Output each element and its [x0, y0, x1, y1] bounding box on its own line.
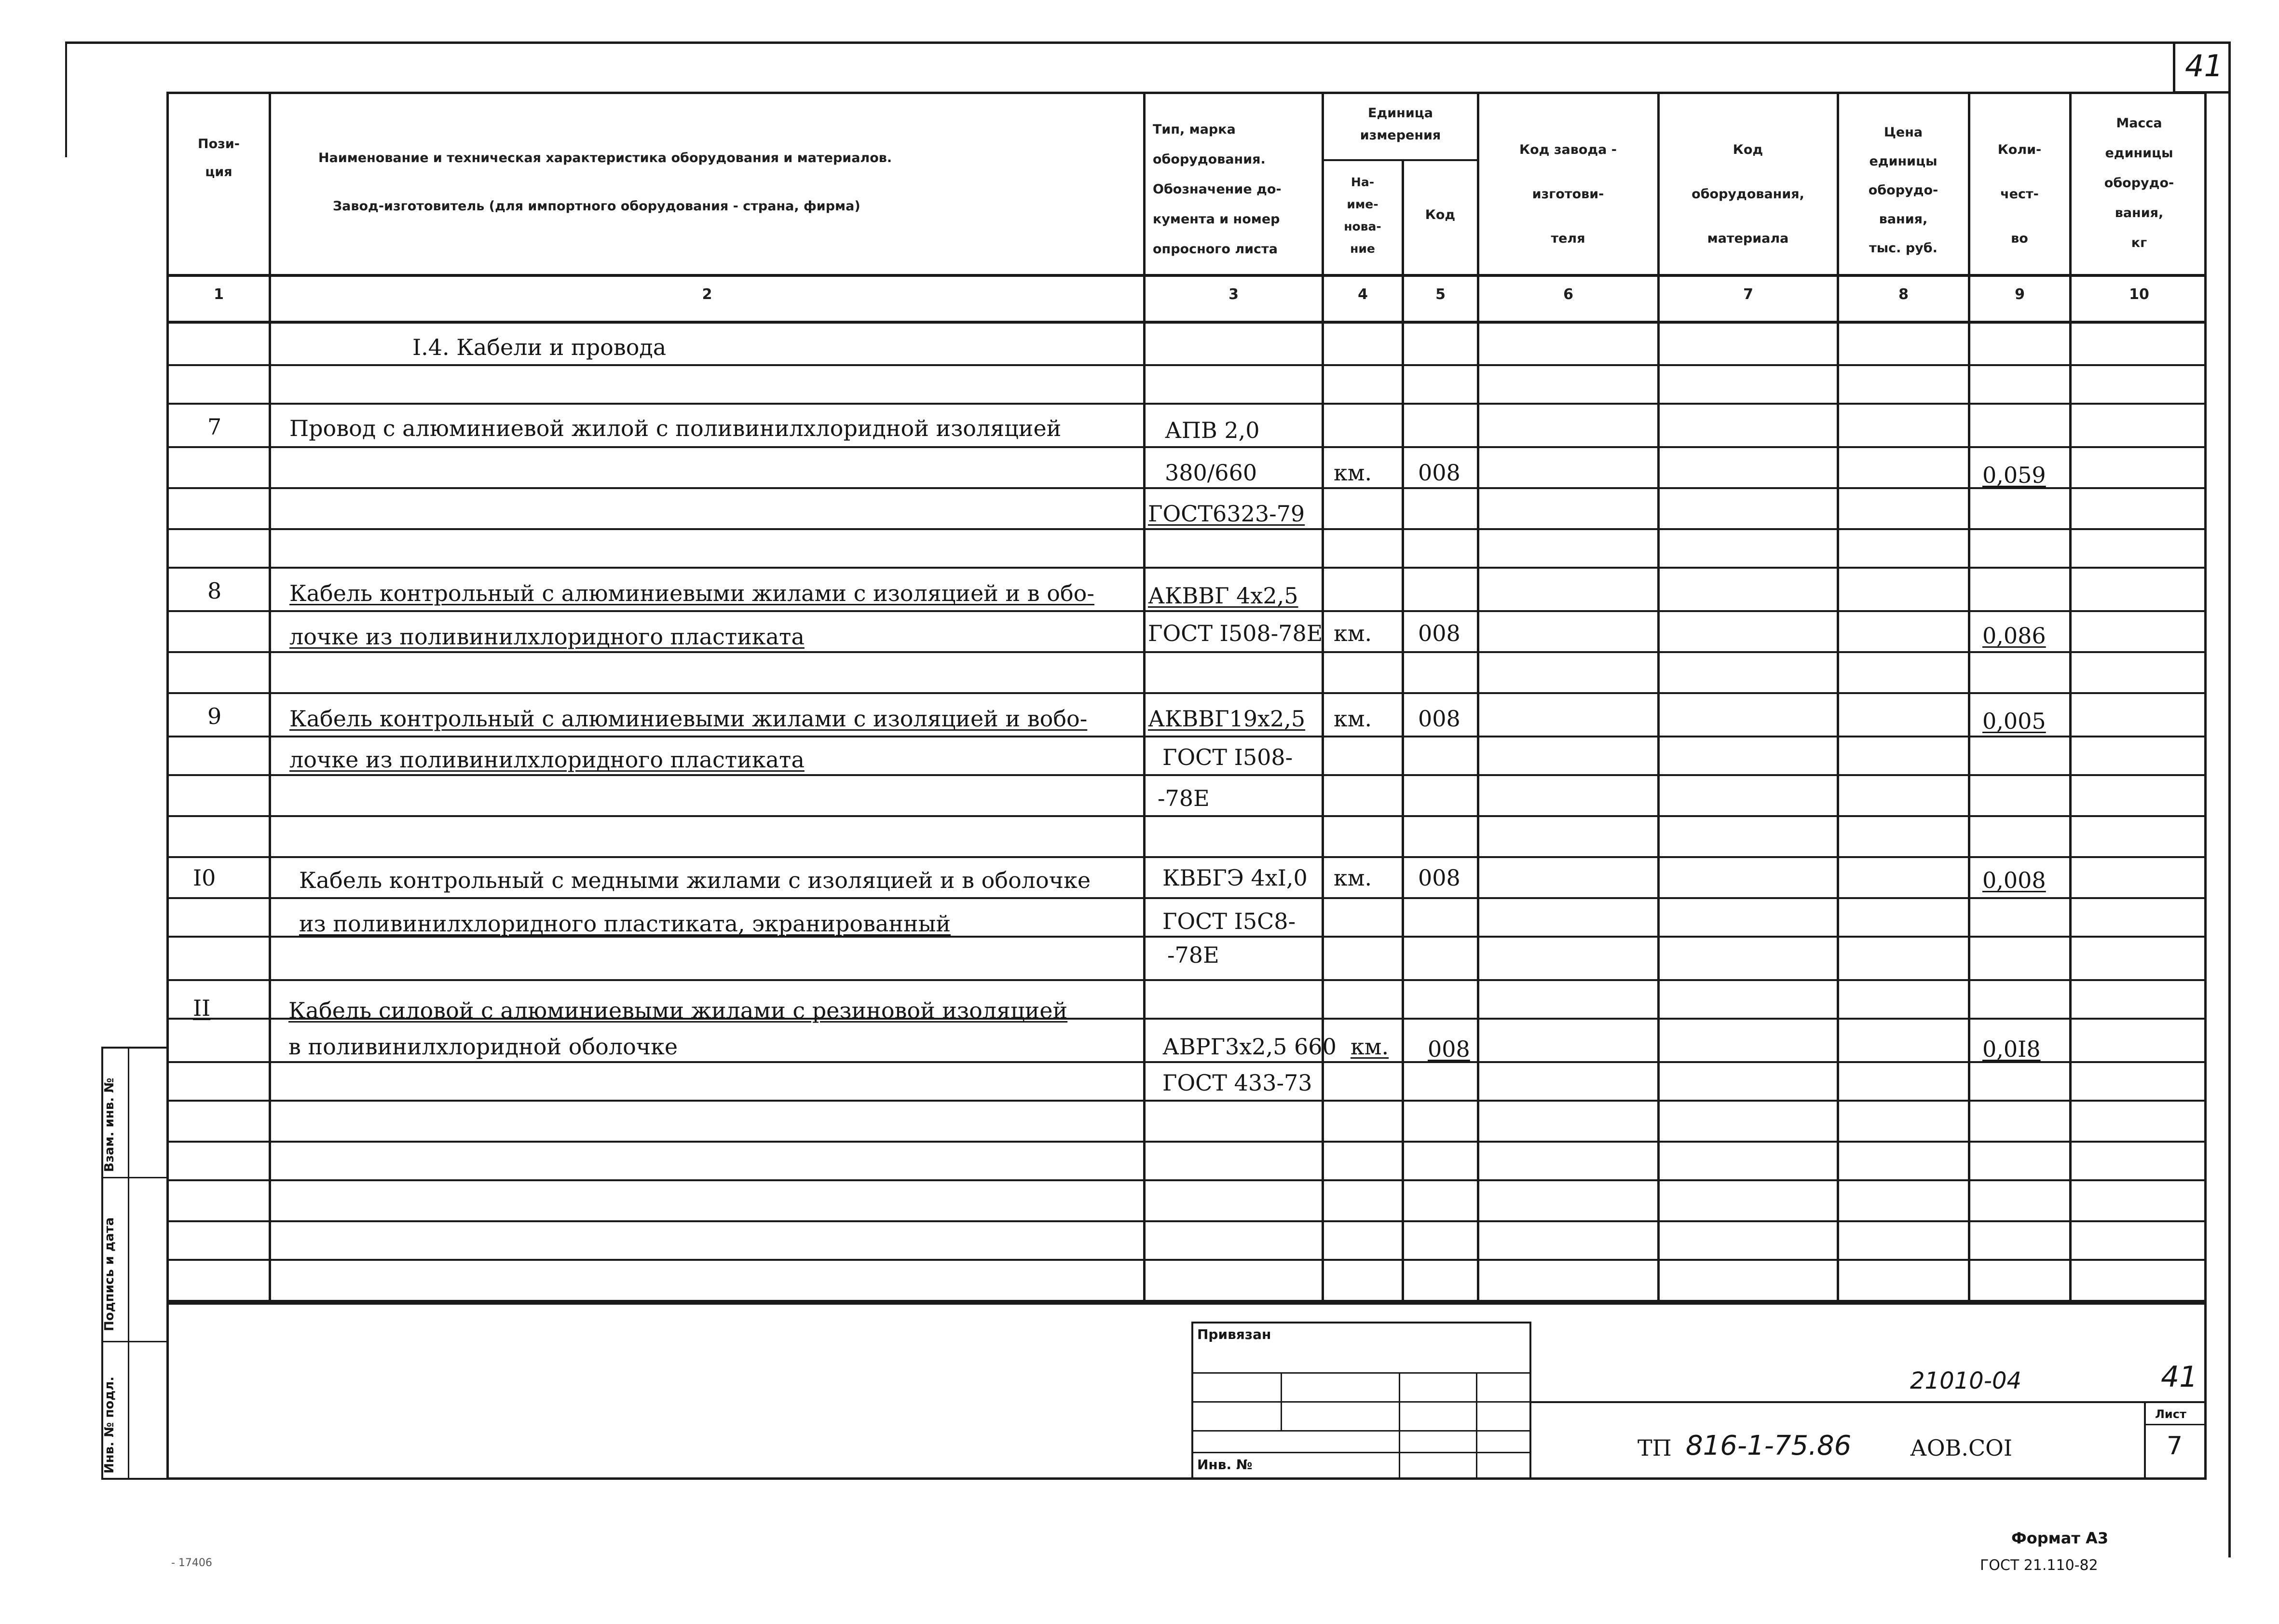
row-line [166, 567, 2207, 569]
row-line [166, 774, 2207, 776]
col-line-1 [269, 92, 271, 1302]
colnum-bottom-line [166, 321, 2207, 324]
stamp-sheet-value: 7 [2167, 1432, 2183, 1460]
row-line [166, 1259, 2207, 1261]
header-col2: Наименование и техническая характеристика оборудования и материалов. Завод-изготовитель (для импортного оборудования - страна, фирма) [318, 150, 892, 214]
row9-code: 008 [1418, 706, 1460, 732]
header-bottom-line [166, 274, 2207, 277]
row-line [166, 446, 2207, 448]
colnum-4: 4 [1358, 286, 1368, 303]
stamp-privyazan-box [1191, 1322, 1531, 1480]
col-line-4 [1402, 159, 1404, 1302]
row10-type1: КВБГЭ 4хI,0 [1162, 865, 1308, 891]
row-line [166, 856, 2207, 858]
footer-gost: ГОСТ 21.110-82 [1980, 1557, 2098, 1574]
stamp-vline-1 [1281, 1372, 1282, 1430]
row10-type2: ГОСТ I5С8- [1162, 908, 1296, 934]
row-line [166, 1220, 2207, 1222]
row9-name2: лочке из поливинилхлоридного пластиката [289, 747, 805, 773]
row11-type1: АВРГ3х2,5 660 [1162, 1034, 1337, 1060]
row8-code: 008 [1418, 620, 1460, 646]
margin-inner-line [128, 1047, 129, 1480]
row10-code: 008 [1418, 865, 1460, 891]
row-line [166, 897, 2207, 899]
margin-inv-podl-label: Инв. № подл. [102, 1376, 117, 1474]
margin-split-2 [101, 1341, 169, 1342]
frame-left-tick [65, 41, 67, 157]
row9-type3: -78Е [1158, 785, 1210, 811]
col-line-8 [1968, 92, 1970, 1302]
row9-qty: 0,005 [1982, 708, 2046, 734]
margin-split-1 [101, 1177, 169, 1178]
row10-type3: -78Е [1167, 942, 1219, 968]
row-line [166, 815, 2207, 817]
row11-unit: км. [1351, 1034, 1389, 1060]
row9-name1: Кабель контрольный с алюминиевыми жилами с изоляцией и вобо- [289, 706, 1088, 732]
table-end-line [166, 1300, 2207, 1303]
row7-type1: АПВ 2,0 [1165, 417, 1260, 443]
margin-vzam-label: Взам. инв. № [102, 1078, 117, 1172]
col-line-5 [1477, 92, 1479, 1302]
row-line [166, 487, 2207, 489]
stamp-doc-number: 21010-04 [1910, 1367, 2022, 1394]
colnum-10: 10 [2129, 286, 2149, 303]
stamp-page-number: 41 [2161, 1360, 2198, 1394]
header-unit-split [1322, 159, 1479, 161]
row9-pos: 9 [207, 703, 222, 729]
row-line [166, 528, 2207, 530]
row11-name2: в поливинилхлоридной оболочке [288, 1034, 678, 1060]
header-col7: Код оборудования, материала [1692, 142, 1804, 246]
row11-name1: Кабель силовой с алюминиевыми жилами с резиновой изоляцией [288, 997, 1068, 1024]
row7-qty: 0,059 [1982, 462, 2046, 488]
row7-code: 008 [1418, 460, 1460, 486]
stamp-sheet-label: Лист [2155, 1407, 2186, 1421]
col-line-3 [1322, 92, 1324, 1302]
col-line-9 [2069, 92, 2072, 1302]
row9-type1: АКВВГ19х2,5 [1148, 706, 1306, 732]
colnum-7: 7 [1743, 286, 1753, 303]
row8-name1: Кабель контрольный с алюминиевыми жилами с изоляцией и в обо- [289, 580, 1094, 606]
row11-type2: ГОСТ 433-73 [1162, 1070, 1312, 1096]
stamp-sheet-label-line [2144, 1424, 2207, 1425]
row-line [166, 736, 2207, 737]
section-title: I.4. Кабели и провода [412, 334, 667, 360]
header-col6: Код завода - изготови- теля [1519, 142, 1617, 246]
row10-qty: 0,008 [1982, 867, 2046, 893]
row10-name1: Кабель контрольный с медными жилами с изоляцией и в оболочке [299, 867, 1091, 893]
colnum-8: 8 [1898, 286, 1909, 303]
row11-qty: 0,0I8 [1982, 1036, 2041, 1062]
row8-unit: км. [1334, 620, 1372, 646]
colnum-9: 9 [2015, 286, 2025, 303]
header-col1: Пози- ция [198, 136, 240, 179]
row-line [166, 403, 2207, 405]
row7-type2: 380/660 [1165, 460, 1257, 486]
frame-right-edge [2228, 41, 2231, 1557]
spec-table [166, 92, 2207, 1302]
colnum-2: 2 [702, 286, 712, 303]
row-line [166, 979, 2207, 981]
col-line-2 [1143, 92, 1146, 1302]
header-col4: На- име- нова- ние [1344, 175, 1381, 256]
row7-name: Провод с алюминиевой жилой с поливинилхлоридной изоляцией [289, 415, 1062, 441]
row-line [166, 1141, 2207, 1143]
header-col8: Цена единицы оборудо- вания, тыс. руб. [1868, 125, 1938, 256]
stamp-privyazan: Привязан [1197, 1326, 1271, 1342]
stamp-vline-2 [1399, 1372, 1400, 1480]
row8-name2: лочке из поливинилхлоридного пластиката [289, 624, 805, 650]
stamp-doc-code: АОВ.СОI [1910, 1435, 2013, 1461]
stamp-inv-no: Инв. № [1197, 1457, 1253, 1473]
stamp-main-top [1531, 1401, 2207, 1403]
colnum-5: 5 [1435, 286, 1446, 303]
row11-code: 008 [1428, 1036, 1470, 1062]
row10-pos: I0 [193, 865, 216, 891]
row8-pos: 8 [207, 578, 222, 604]
stamp-line-4 [1191, 1452, 1531, 1453]
row9-unit: км. [1334, 706, 1372, 732]
row7-pos: 7 [207, 414, 222, 440]
colnum-3: 3 [1228, 286, 1239, 303]
col-line-7 [1837, 92, 1839, 1302]
row-line [166, 692, 2207, 694]
row8-qty: 0,086 [1982, 623, 2046, 649]
bottom-block [166, 1302, 2207, 1480]
header-col5: Код [1425, 207, 1456, 222]
top-sheet-number: 41 [2185, 48, 2223, 83]
header-col3: Тип, марка оборудования. Обозначение до- кумента и номер опросного листа [1153, 122, 1282, 257]
row8-type2: ГОСТ I508-78Е [1148, 620, 1323, 646]
row8-type1: АКВВГ 4х2,5 [1148, 583, 1298, 609]
margin-podpis-label: Подпись и дата [102, 1217, 117, 1331]
header-col10: Масса единицы оборудо- вания, кг [2104, 116, 2174, 250]
row11-pos: II [193, 995, 211, 1021]
row10-name2: из поливинилхлоридного пластиката, экранированный [299, 911, 951, 937]
stamp-sheet-divider [2144, 1401, 2146, 1480]
stamp-tp-prefix: ТП [1638, 1435, 1672, 1461]
row9-type2: ГОСТ I508- [1162, 744, 1293, 770]
header-unit-group: Единица измерения [1360, 106, 1441, 143]
row-line [166, 364, 2207, 366]
header-col9: Коли- чест- во [1997, 142, 2042, 246]
stamp-line-3 [1191, 1430, 1531, 1432]
row7-unit: км. [1334, 460, 1372, 486]
stamp-tp-code: 816-1-75.86 [1686, 1430, 1852, 1461]
row-line [166, 1061, 2207, 1063]
stamp-vline-3 [1476, 1372, 1477, 1480]
row10-unit: км. [1334, 865, 1372, 891]
colnum-6: 6 [1563, 286, 1573, 303]
footer-format: Формат А3 [2011, 1529, 2109, 1547]
stamp-line-2 [1191, 1401, 1531, 1403]
row-line [166, 1100, 2207, 1102]
row-line [166, 651, 2207, 653]
row7-type3: ГОСТ6323-79 [1148, 501, 1305, 527]
stamp-line-1 [1191, 1372, 1531, 1374]
colnum-1: 1 [214, 286, 224, 303]
col-line-6 [1657, 92, 1660, 1302]
footer-corner: - 17406 [171, 1557, 212, 1569]
row-line [166, 610, 2207, 612]
row-line [166, 1179, 2207, 1181]
